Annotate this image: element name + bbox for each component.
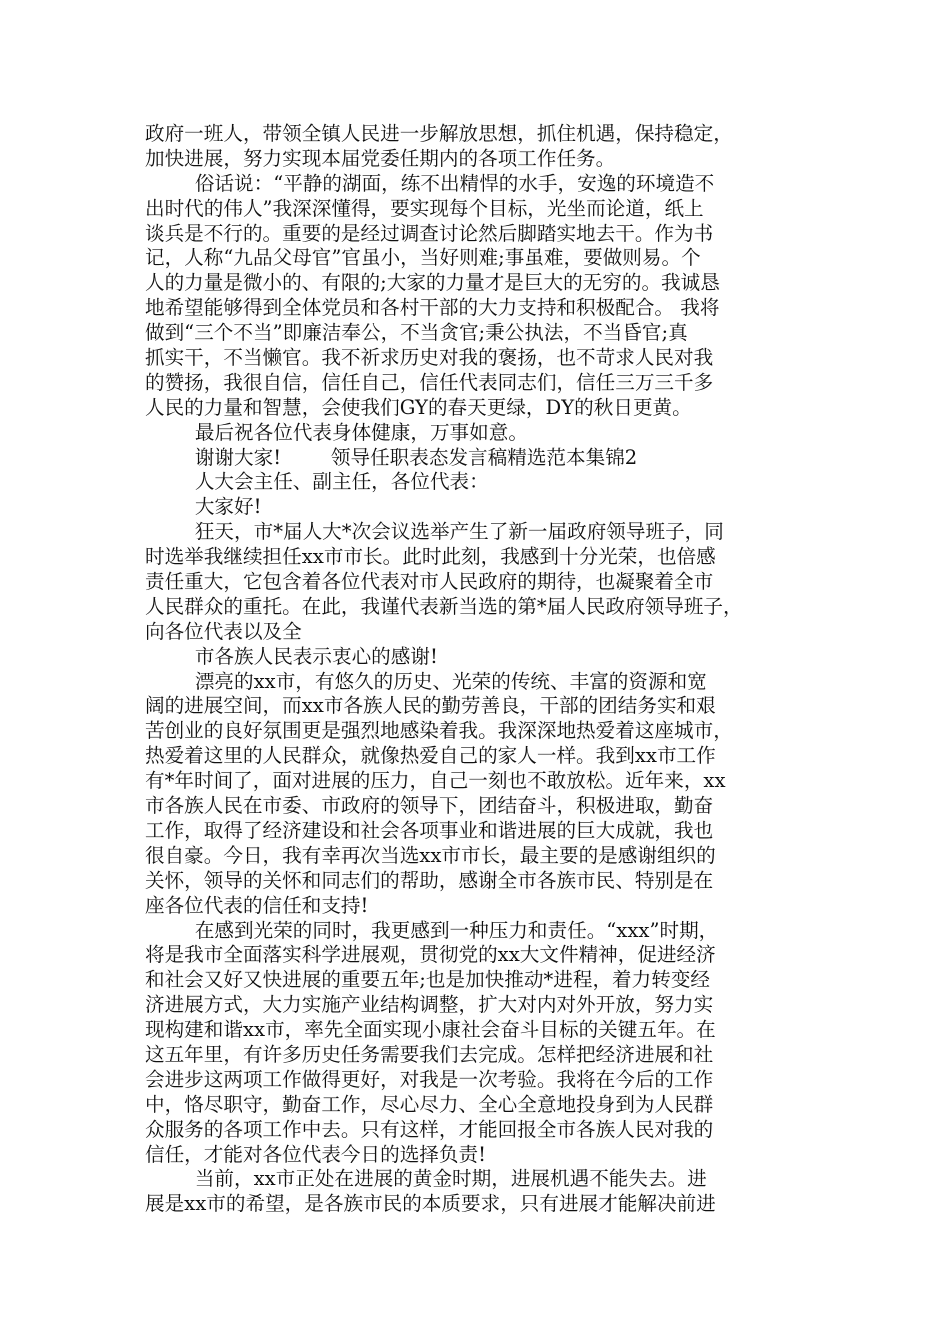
document-body — [145, 122, 805, 1217]
text-line: 漂亮的xx市，有悠久的历史、光荣的传统、丰富的资源和宽 — [145, 669, 707, 693]
text-line: 现构建和谐xx市，率先全面实现小康社会奋斗目标的关键五年。在 — [145, 1018, 716, 1042]
text-line: 俗话说：“平静的湖面，练不出精悍的水手，安逸的环境造不 — [145, 171, 715, 195]
text-line: 展是xx市的希望，是各族市民的本质要求，只有进展才能解决前进 — [145, 1192, 716, 1216]
text-line: 地希望能够得到全体党员和各村干部的大力支持和积极配合。 我将 — [145, 296, 720, 320]
text-line: 和社会又好又快进展的重要五年;也是加快推动*进程，着力转变经 — [145, 968, 711, 992]
text-line: 有*年时间了，面对进展的压力，自己一刻也不敢放松。近年来，xx — [145, 769, 726, 793]
text-line: 狂天，市*届人大*次会议选举产生了新一届政府领导班子，同 — [145, 520, 724, 544]
text-line: 加快进展，努力实现本届党委任期内的各项工作任务。 — [145, 146, 616, 170]
text-line: 济进展方式，大力实施产业结构调整，扩大对内对外开放，努力实 — [145, 993, 714, 1017]
text-line: 谢谢大家! 领导任职表态发言稿精选范本集锦2 — [145, 445, 638, 469]
text-line: 时选举我继续担任xx市市长。此时此刻，我感到十分光荣，也倍感 — [145, 545, 716, 569]
text-line: 人大会主任、副主任，各位代表： — [145, 470, 489, 494]
text-line: 众服务的各项工作中去。只有这样，才能回报全市各族人民对我的 — [145, 1117, 714, 1141]
text-line: 记，人称“九品父母官”官虽小，当好则难;事虽难，要做则易。个 — [145, 246, 701, 270]
text-line: 在感到光荣的同时，我更感到一种压力和责任。“xxx”时期， — [145, 918, 719, 942]
text-line: 会进步这两项工作做得更好，对我是一次考验。我将在今后的工作 — [145, 1067, 714, 1091]
text-line: 市各族人民在市委、市政府的领导下，团结奋斗，积极进取，勤奋 — [145, 794, 714, 818]
text-line: 人民群众的重托。在此，我谨代表新当选的第*届人民政府领导班子， — [145, 594, 743, 618]
text-line: 做到“三个不当”即廉洁奉公，不当贪官;秉公执法，不当昏官;真 — [145, 321, 688, 345]
text-line: 工作，取得了经济建设和社会各项事业和谐进展的巨大成就，我也 — [145, 818, 714, 842]
text-line: 谈兵是不行的。重要的是经过调查讨论然后脚踏实地去干。作为书 — [145, 221, 714, 245]
text-line: 政府一班人，带领全镇人民进一步解放思想，抓住机遇，保持稳定， — [145, 122, 733, 145]
text-line: 这五年里，有许多历史任务需要我们去完成。怎样把经济进展和社 — [145, 1042, 714, 1066]
text-line: 抓实干，不当懒官。我不祈求历史对我的褒扬，也不苛求人民对我 — [145, 346, 714, 370]
text-line: 责任重大，它包含着各位代表对市人民政府的期待，也凝聚着全市 — [145, 570, 714, 594]
text-line: 阔的进展空间，而xx市各族人民的勤劳善良，干部的团结务实和艰 — [145, 694, 716, 718]
text-line: 当前，xx市正处在进展的黄金时期，进展机遇不能失去。进 — [145, 1167, 707, 1191]
text-line: 关怀，领导的关怀和同志们的帮助，感谢全市各族市民、特别是在 — [145, 868, 714, 892]
text-line: 很自豪。今日，我有幸再次当选xx市市长，最主要的是感谢组织的 — [145, 843, 716, 867]
text-line: 苦创业的良好氛围更是强烈地感染着我。我深深地热爱着这座城市， — [145, 719, 733, 743]
text-line: 出时代的伟人”我深深懂得，要实现每个目标，光坐而论道，纸上 — [145, 196, 704, 220]
text-line: 将是我市全面落实科学进展观，贯彻党的xx大文件精神，促进经济 — [145, 943, 716, 967]
text-line: 人的力量是微小的、有限的;大家的力量才是巨大的无穷的。我诚恳 — [145, 271, 720, 295]
text-line: 中，恪尽职守，勤奋工作，尽心尽力、全心全意地投身到为人民群 — [145, 1092, 714, 1116]
text-line: 大家好! — [145, 495, 262, 519]
text-line: 最后祝各位代表身体健康，万事如意。 — [145, 420, 528, 444]
text-line: 热爱着这里的人民群众，就像热爱自己的家人一样。我到xx市工作 — [145, 744, 716, 768]
text-line: 的赞扬，我很自信，信任自己，信任代表同志们，信任三万三千多 — [145, 370, 714, 394]
text-line: 信任，才能对各位代表今日的选择负责! — [145, 1142, 486, 1166]
text-line: 座各位代表的信任和支持! — [145, 893, 369, 917]
text-line: 市各族人民表示衷心的感谢! — [145, 644, 438, 668]
text-line: 人民的力量和智慧，会使我们GY的春天更绿，DY的秋日更黄。 — [145, 395, 692, 419]
text-line: 向各位代表以及全 — [145, 619, 302, 643]
